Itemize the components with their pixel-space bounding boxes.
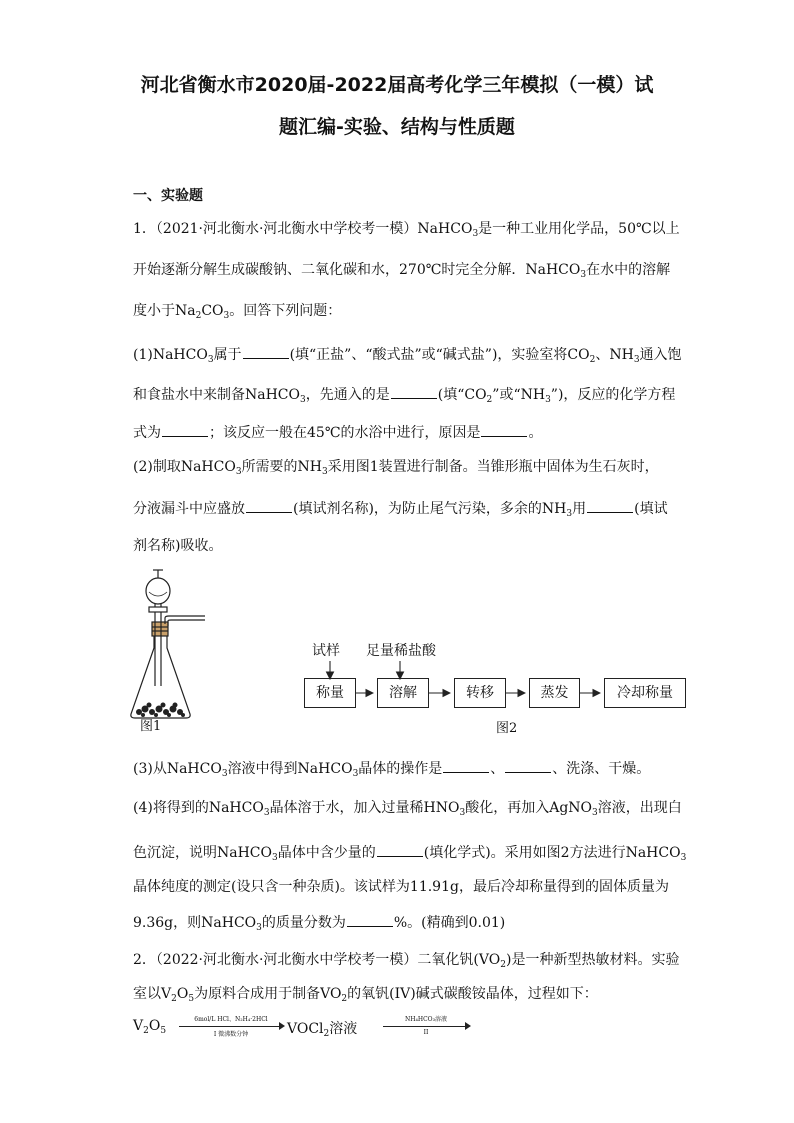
flow-step-dissolve: 溶解 — [377, 678, 429, 708]
q1-line-14: 9.36g，则NaHCO$_3$的质量分数为 %。(精确到0.01) — [133, 912, 505, 938]
answer-blank — [246, 498, 292, 513]
flow-input-sample: 试样 — [312, 643, 340, 659]
q1-line-6: 式为 ；该反应一般在45℃的水浴中进行，原因是 。 — [133, 422, 542, 443]
q1-line-1: 1．（2021·河北衡水·河北衡水中学校考一模）NaHCO$_3$是一种工业用化学品，50℃以上 — [133, 221, 680, 239]
section-heading: 一、实验题 — [133, 188, 203, 204]
flow-step-evaporate: 蒸发 — [529, 678, 580, 708]
reaction-scheme — [133, 1014, 493, 1044]
q1-line-12: 色沉淀，说明NaHCO$_3$晶体中含少量的 (填化学式)。采用如图2方法进行NaHCO$_3$ — [133, 842, 686, 868]
arrow1-line — [179, 1026, 283, 1027]
answer-blank — [391, 384, 437, 399]
arrow2-line — [383, 1026, 469, 1027]
answer-blank — [347, 912, 393, 927]
figure-2-flowchart — [300, 640, 690, 740]
q1-line-7: (2)制取NaHCO$_3$所需要的$NH_3$采用图1装置进行制备。当锥形瓶中固体为生石灰时， — [133, 459, 659, 477]
q1-line-10: (3)从NaHCO$_3$溶液中得到NaHCO$_3$晶体的操作是 、 、洗涤、干燥。 — [133, 758, 650, 784]
answer-blank — [505, 758, 551, 773]
flow-step-cool-weigh: 冷却称量 — [604, 678, 686, 708]
arrow1-top-label: 6mol/L HCl、N₂H₄·2HCl — [194, 1016, 268, 1023]
figure-1-label: 图1 — [140, 719, 162, 734]
answer-blank — [162, 422, 208, 437]
q1-line-4: (1)NaHCO$_3$属于 (填“正盐”、“酸式盐”或“碱式盐”)，实验室将$CO_2$、$NH_3$通入饱 — [133, 344, 682, 370]
answer-blank — [587, 498, 633, 513]
q1-line-5: 和食盐水中来制备NaHCO$_3$，先通入的是 (填“$CO_2$”或“$NH_3$”)，反应的化学方程 — [133, 384, 675, 410]
scheme-intermediate: VOCl$_2$溶液 — [287, 1021, 358, 1039]
answer-blank — [243, 344, 289, 359]
q2-line-2: 室以$V_2O_5$为原料合成用于制备$VO_2$的氧钒(IV)碱式碳酸铵晶体，过程如下： — [133, 986, 598, 1004]
q1-line-11: (4)将得到的NaHCO$_3$晶体溶于水，加入过量稀$HNO_3$酸化，再加入AgNO$_3$溶液，出现白 — [133, 800, 682, 818]
q1-line-13: 晶体纯度的测定(设只含一种杂质)。该试样为11.91g，最后冷却称量得到的固体质量为 — [133, 879, 669, 895]
q1-line-9: 剂名称)吸收。 — [133, 538, 223, 554]
arrow1-bottom-label: I 微沸数分钟 — [213, 1031, 249, 1038]
q2-line-1: 2．（2022·河北衡水·河北衡水中学校考一模）二氧化钒$(VO_2)$是一种新型热敏材料。实验 — [133, 952, 680, 970]
q1-line-3: 度小于$Na_2CO_3$。回答下列问题： — [133, 303, 342, 321]
document-title-line1: 河北省衡水市2020届-2022届高考化学三年模拟（一模）试 — [140, 74, 654, 96]
document-title-line2: 题汇编-实验、结构与性质题 — [279, 116, 515, 138]
answer-blank — [481, 422, 527, 437]
answer-blank — [377, 842, 423, 857]
flow-step-transfer: 转移 — [454, 678, 506, 708]
flow-input-acid: 足量稀盐酸 — [366, 643, 436, 659]
answer-blank — [443, 758, 489, 773]
arrow2-top-label: NH₄HCO₃溶液 — [404, 1016, 448, 1023]
flow-step-weigh: 称量 — [304, 678, 356, 708]
q1-line-2: 开始逐渐分解生成碳酸钠、二氧化碳和水，270℃时完全分解．NaHCO$_3$在水中的溶解 — [133, 262, 671, 280]
figure-2-label: 图2 — [496, 721, 518, 736]
figure-1-apparatus — [125, 566, 215, 736]
scheme-start: $V_2O_5$ — [133, 1018, 167, 1036]
q1-line-8: 分液漏斗中应盛放 (填试剂名称)，为防止尾气污染，多余的$NH_3$用 (填试 — [133, 498, 668, 524]
arrow2-bottom-label: II — [423, 1029, 429, 1036]
